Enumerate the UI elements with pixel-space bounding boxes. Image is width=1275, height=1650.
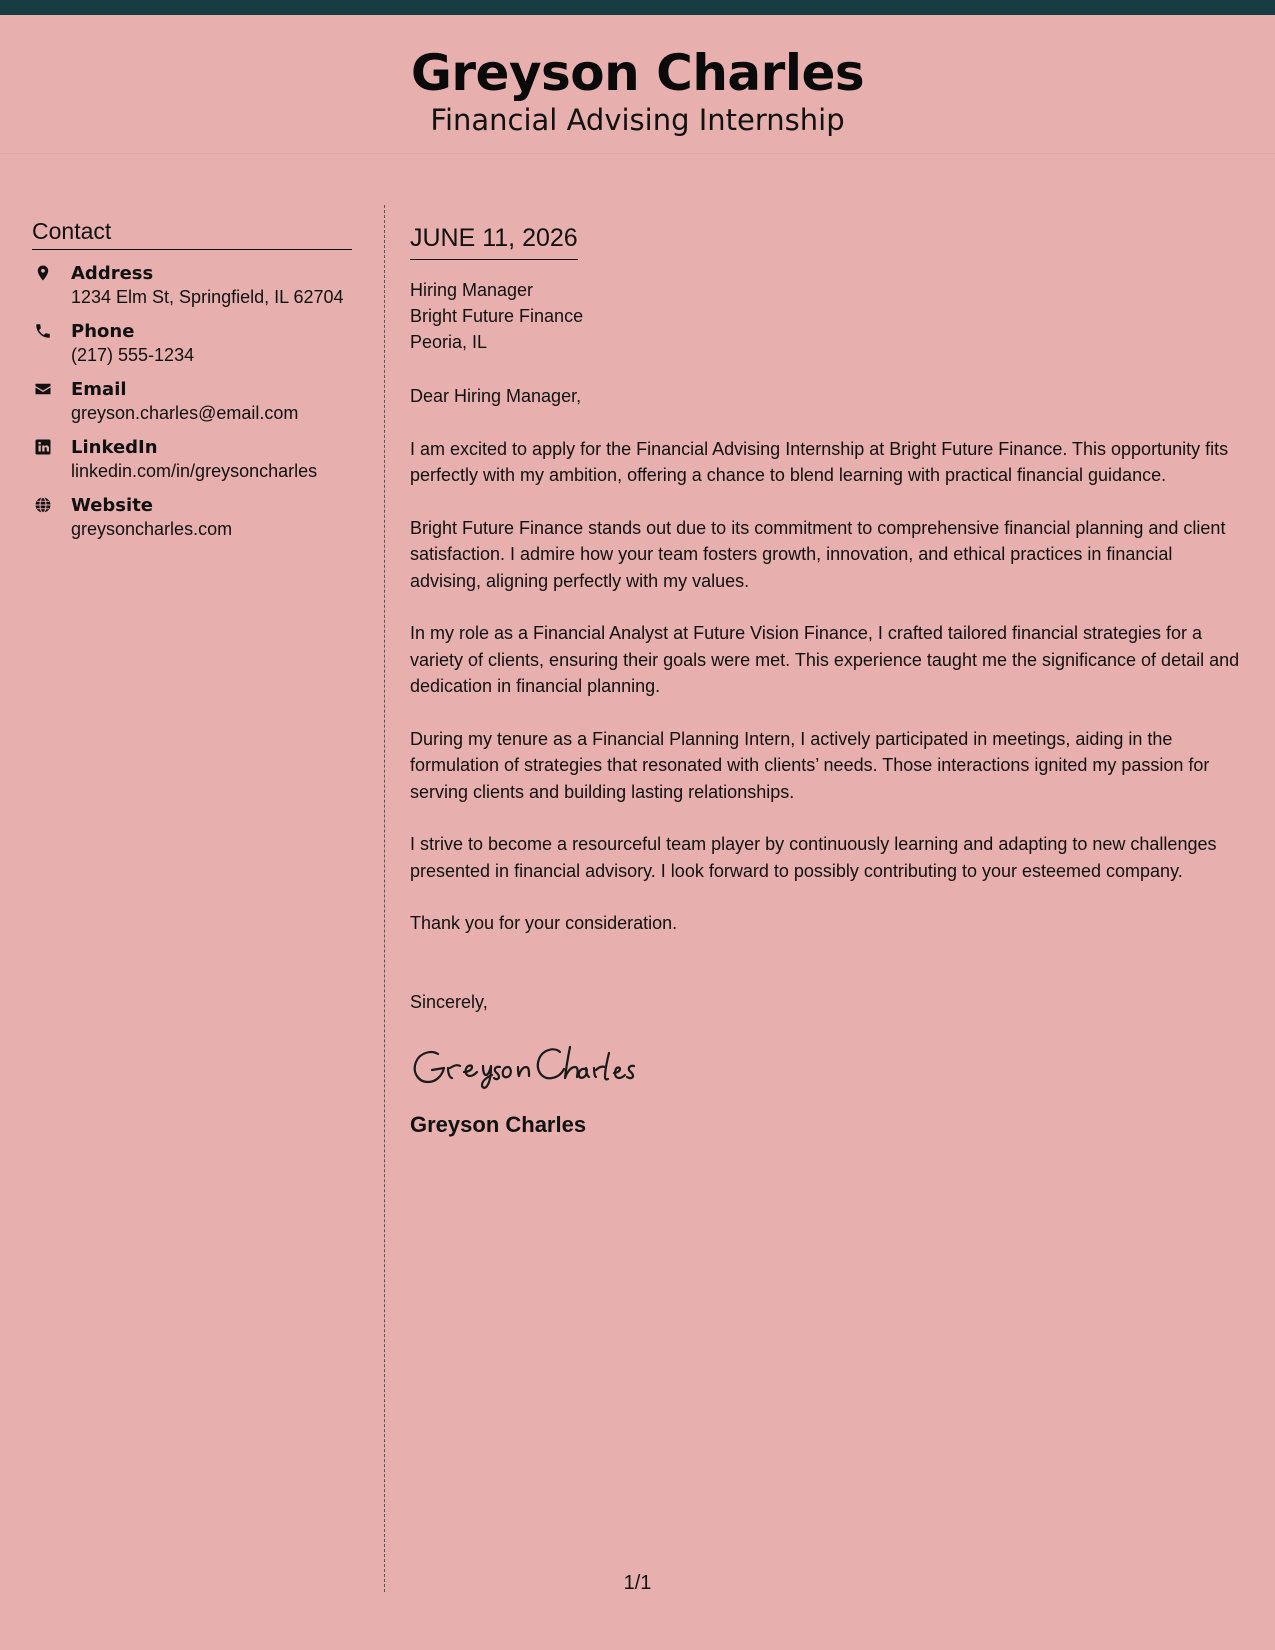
recipient-line: Bright Future Finance — [410, 306, 584, 326]
address-value: 1234 Elm St, Springfield, IL 62704 — [71, 287, 344, 307]
recipient-line: Peoria, IL — [410, 332, 488, 352]
phone-icon — [34, 322, 52, 340]
linkedin-value: linkedin.com/in/greysoncharles — [71, 461, 318, 481]
handwritten-signature — [410, 1040, 1245, 1098]
contact-address — [32, 263, 352, 309]
contact-heading: Contact — [32, 220, 352, 250]
contact-label: Email — [71, 379, 127, 400]
recipient-block — [410, 277, 1245, 355]
salutation: Dear Hiring Manager, — [410, 386, 582, 406]
signed-name: Greyson Charles — [410, 1112, 587, 1137]
contact-label: Address — [71, 263, 154, 284]
page-number: 1/1 — [623, 1572, 652, 1594]
recipient-line: Hiring Manager — [410, 280, 534, 300]
envelope-icon — [34, 380, 52, 398]
letter-header — [0, 15, 1275, 154]
globe-icon — [34, 496, 52, 514]
applicant-name: Greyson Charles — [410, 44, 865, 102]
contact-phone — [32, 321, 352, 367]
linkedin-icon — [34, 438, 52, 456]
signature-image — [410, 1040, 670, 1098]
email-value: greyson.charles@email.com — [71, 403, 299, 423]
phone-value: (217) 555-1234 — [71, 345, 195, 365]
body-paragraph: In my role as a Financial Analyst at Future Vision Finance, I crafted tailored financial strategies for a variety of clients, ensuring their goals were met. This experience taught me the significance of detail and dedication in financial planning. — [410, 623, 1240, 696]
contact-label: Website — [71, 495, 154, 516]
body-paragraph: Bright Future Finance stands out due to its commitment to comprehensive financial planning and client satisfaction. I admire how your team fosters growth, innovation, and ethical practices in financial advising, aligning perfectly with my values. — [410, 517, 1226, 591]
letter-date: JUNE 11, 2026 — [410, 223, 578, 260]
closing: Sincerely, — [410, 991, 488, 1012]
top-accent-bar — [0, 0, 1275, 15]
body-paragraph: I am excited to apply for the Financial Advising Internship at Bright Future Finance. This opportunity fits perfectly with my ambition, offering a chance to blend learning with practical financial guidance. — [410, 438, 1229, 485]
contact-linkedin — [32, 437, 352, 483]
column-divider — [384, 205, 385, 1592]
contact-label: LinkedIn — [71, 437, 158, 458]
body-paragraph: During my tenure as a Financial Planning Intern, I actively participated in meetings, aiding in the formulation of strategies that resonated with clients’ needs. Those interactions ignited my passion for serving clients and building lasting relationships. — [410, 728, 1210, 802]
body-paragraph: Thank you for your consideration. — [410, 913, 678, 933]
contact-sidebar — [32, 220, 352, 553]
body-paragraph: I strive to become a resourceful team player by continuously learning and adapting to new challenges presented in financial advisory. I look forward to possibly contributing to your esteemed company. — [410, 834, 1217, 881]
letter-body — [410, 223, 1245, 1139]
contact-website — [32, 495, 352, 541]
location-pin-icon — [34, 264, 52, 282]
contact-label: Phone — [71, 321, 135, 342]
contact-email — [32, 379, 352, 425]
website-value: greysoncharles.com — [71, 519, 233, 539]
position-title: Financial Advising Internship — [430, 103, 845, 137]
